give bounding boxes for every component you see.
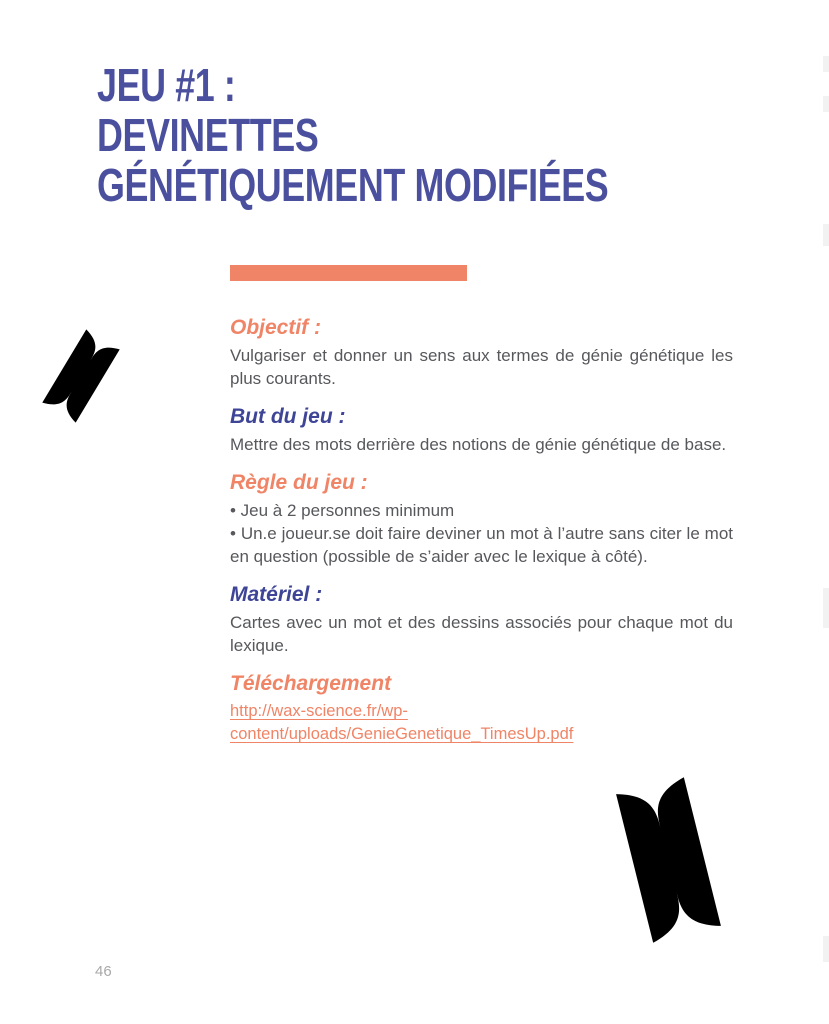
content-column bbox=[230, 265, 733, 746]
section-body-objectif: Vulgariser et donner un sens aux termes de génie génétique les plus courants. bbox=[230, 346, 733, 388]
page-title-line-1: JEU #1 : bbox=[97, 59, 236, 111]
page-edge-mark bbox=[823, 96, 829, 112]
section-heading-telechargement: Téléchargement bbox=[230, 672, 392, 695]
page-title-line-3: GÉNÉTIQUEMENT MODIFIÉES bbox=[97, 159, 609, 211]
section-body-regle-du-jeu bbox=[230, 499, 733, 568]
rule-bullet-1: • Jeu à 2 personnes minimum bbox=[230, 501, 455, 520]
page-edge-mark bbox=[823, 224, 829, 246]
rule-bullet-2: • Un.e joueur.se doit faire deviner un mot à l’autre sans citer le mot en question (possible de s’aider avec le lexique à côté). bbox=[230, 524, 733, 566]
dna-helix-icon bbox=[600, 763, 737, 957]
page-edge-mark bbox=[823, 56, 829, 72]
section-heading-regle-du-jeu: Règle du jeu : bbox=[230, 471, 368, 494]
download-link[interactable]: http://wax-science.fr/wp-content/uploads/GenieGenetique_TimesUp.pdf bbox=[230, 702, 574, 743]
accent-bar bbox=[230, 265, 467, 281]
section-body-materiel: Cartes avec un mot et des dessins associés pour chaque mot du lexique. bbox=[230, 613, 733, 655]
page-title bbox=[97, 60, 753, 210]
dna-helix-icon bbox=[33, 322, 128, 430]
page-edge-mark bbox=[823, 936, 829, 962]
section-body-but-du-jeu: Mettre des mots derrière des notions de génie génétique de base. bbox=[230, 435, 727, 454]
page-number: 46 bbox=[95, 963, 112, 980]
section-heading-materiel: Matériel : bbox=[230, 583, 323, 606]
page-edge-mark bbox=[823, 588, 829, 628]
section-heading-objectif: Objectif : bbox=[230, 316, 322, 339]
section-heading-but-du-jeu: But du jeu : bbox=[230, 405, 346, 428]
page-title-line-2: DEVINETTES bbox=[97, 109, 319, 161]
